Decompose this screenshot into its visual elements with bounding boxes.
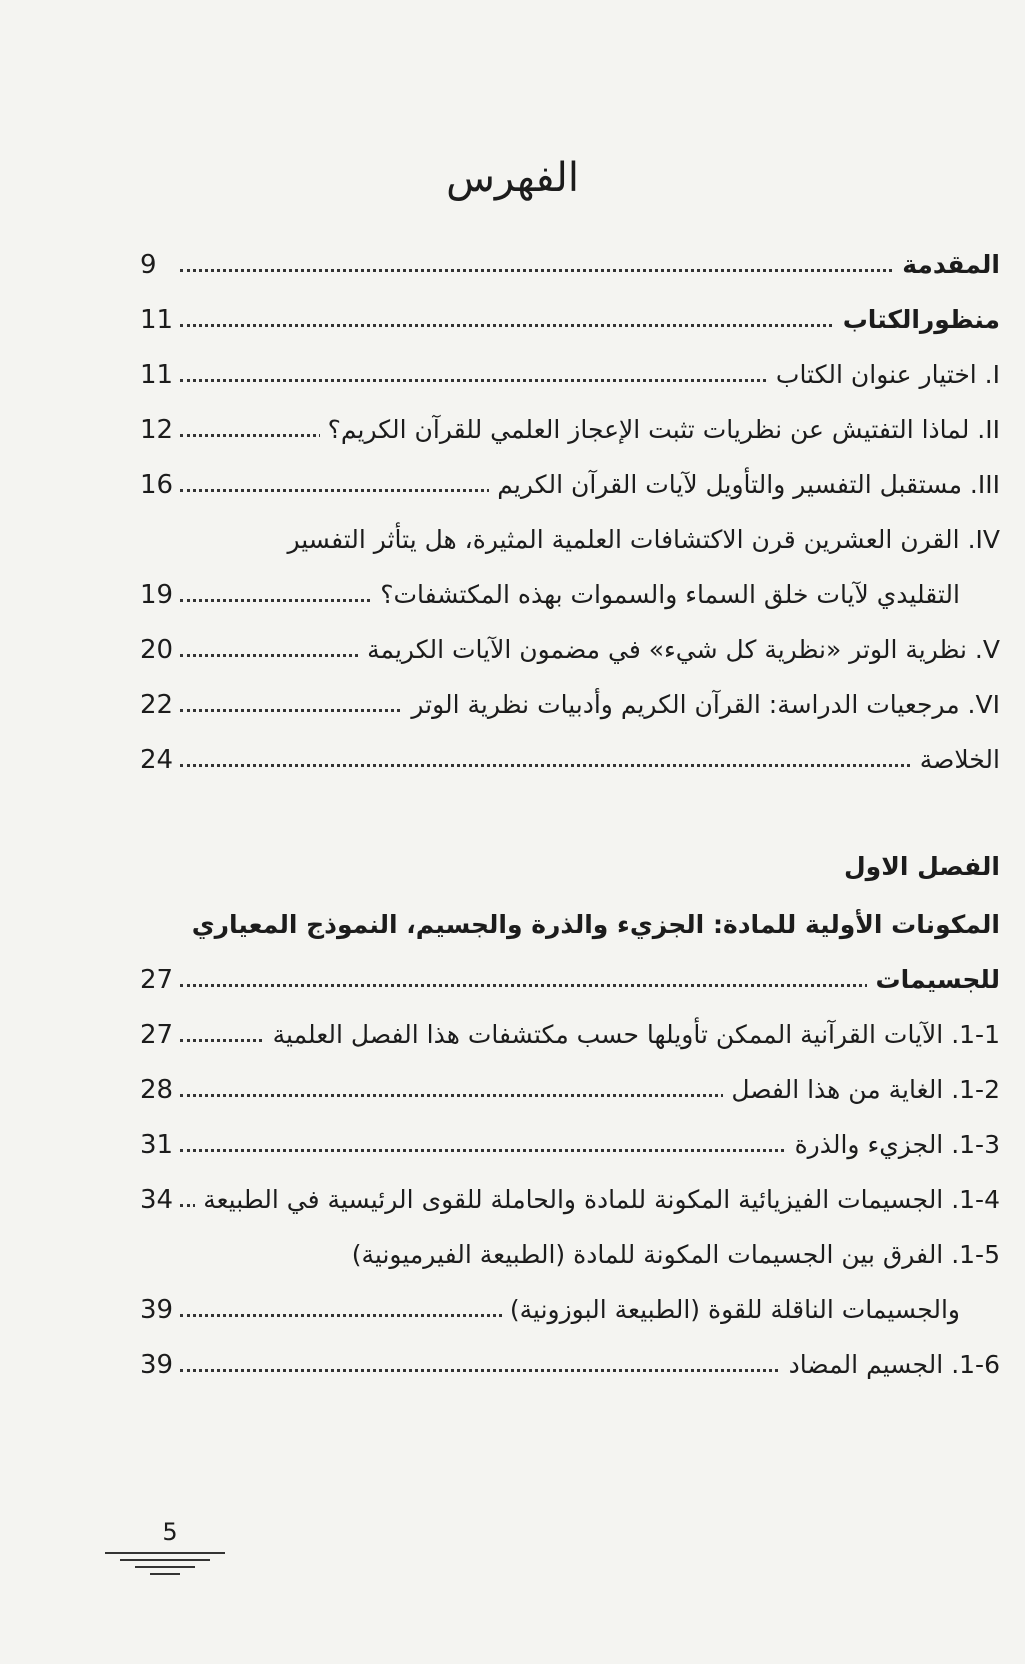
toc-entry-conclusion <box>140 738 1000 782</box>
entry-title: منظورالكتاب <box>835 298 1000 342</box>
page-number: 11 <box>140 360 174 390</box>
page-number: 20 <box>140 635 174 665</box>
entry-title: والجسيمات الناقلة للقوة (الطبيعة البوزونية) <box>502 1288 1000 1332</box>
entry-title: التقليدي لآيات خلق السماء والسموات بهذه المكتشفات؟ <box>372 573 1000 617</box>
entry-title: VI. مرجعيات الدراسة: القرآن الكريم وأدبيات نظرية الوتر <box>403 683 1000 727</box>
toc-entry-perspective <box>140 298 1000 342</box>
page-number: 39 <box>140 1295 174 1325</box>
footer-page-number: 5 <box>162 1518 178 1546</box>
page-number: 31 <box>140 1130 174 1160</box>
toc-entry-vi <box>140 683 1000 727</box>
entry-title: 1-2. الغاية من هذا الفصل <box>723 1068 1000 1112</box>
leader-dots <box>180 764 1000 767</box>
entry-title: III. مستقبل التفسير والتأويل لآيات القرآن الكريم <box>489 463 1000 507</box>
toc-section-1-5 <box>140 1288 1000 1332</box>
toc-entry-ii <box>140 408 1000 452</box>
toc-section-1-6 <box>140 1343 1000 1387</box>
page-number: 24 <box>140 745 174 775</box>
page-number: 19 <box>140 580 174 610</box>
toc-section-1-1 <box>140 1013 1000 1057</box>
page-number: 39 <box>140 1350 174 1380</box>
toc-section-1-4 <box>140 1178 1000 1222</box>
toc-entry-v <box>140 628 1000 672</box>
page-number: 27 <box>140 965 174 995</box>
entry-title: 1-1. الآيات القرآنية الممكن تأويلها حسب مكتشفات هذا الفصل العلمية <box>265 1013 1000 1057</box>
entry-title: 1-6. الجسيم المضاد <box>781 1343 1000 1387</box>
page-number: 22 <box>140 690 174 720</box>
toc-section-1-2 <box>140 1068 1000 1112</box>
page-number: 12 <box>140 415 174 445</box>
page-number: 34 <box>140 1185 174 1215</box>
toc-entry-i <box>140 353 1000 397</box>
entry-title: الخلاصة <box>912 738 1000 782</box>
entry-title: 1-4. الجسيمات الفيزيائية المكونة للمادة والحاملة للقوى الرئيسية في الطبيعة <box>195 1178 1000 1222</box>
toc-section-1-5-line1: 1-5. الفرق بين الجسيمات المكونة للمادة (الطبيعة الفيرميونية) <box>351 1240 1000 1269</box>
page-number: 11 <box>140 305 174 335</box>
toc-entry-iv-line1: IV. القرن العشرين قرن الاكتشافات العلمية المثيرة، هل يتأثر التفسير <box>287 525 1000 554</box>
page-number: 9 <box>140 250 157 280</box>
page-number: 27 <box>140 1020 174 1050</box>
entry-title: 1-3. الجزيء والذرة <box>787 1123 1000 1167</box>
page-number: 28 <box>140 1075 174 1105</box>
entry-title: المقدمة <box>894 243 1000 287</box>
entry-title: V. نظرية الوتر «نظرية كل شيء» في مضمون الآيات الكريمة <box>359 628 1000 672</box>
leader-dots <box>180 269 1000 272</box>
page-number: 16 <box>140 470 174 500</box>
toc-entry-introduction <box>140 243 1000 287</box>
entry-title: II. لماذا التفتيش عن نظريات تثبت الإعجاز العلمي للقرآن الكريم؟ <box>320 408 1000 452</box>
toc-entry-iv <box>140 573 1000 617</box>
footer-ornament <box>105 1552 225 1580</box>
toc-entry-chapter-title <box>140 958 1000 1002</box>
toc-entry-iii <box>140 463 1000 507</box>
chapter-title-line1: المكونات الأولية للمادة: الجزيء والذرة والجسيم، النموذج المعياري <box>191 910 1000 939</box>
chapter-heading: الفصل الاول <box>843 852 1000 881</box>
entry-title: I. اختيار عنوان الكتاب <box>768 353 1000 397</box>
toc-section-1-3 <box>140 1123 1000 1167</box>
entry-title: للجسيمات <box>867 958 1000 1002</box>
page-title: الفهرس <box>446 154 579 201</box>
